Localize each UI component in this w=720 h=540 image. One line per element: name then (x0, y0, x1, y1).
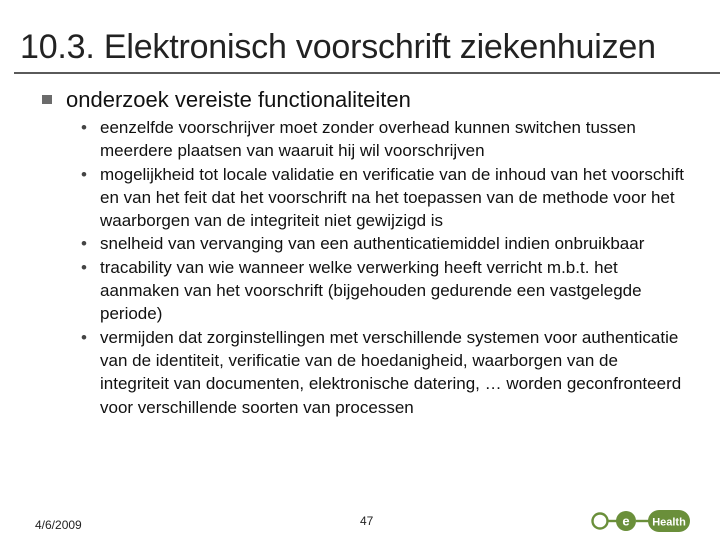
title-divider (14, 72, 720, 74)
bullet-dot-icon: • (81, 118, 87, 137)
level1-text: onderzoek vereiste functionaliteiten (66, 87, 411, 112)
bullet-dot-icon: • (81, 234, 87, 254)
bullet-text: vermijden dat zorginstellingen met verschillende systemen voor authenticatie van de identiteit, verificatie van de hoedanigheid, waarborgen van de integriteit van documenten, elektronische datering, … worden geconfronteerd voor verschillende soorten van processen (100, 327, 682, 417)
bullet-list (81, 116, 685, 419)
bullet-text: snelheid van vervanging van een authenticatiemiddel indien onbruikbaar (100, 234, 645, 254)
slide-title: 10.3. Elektronisch voorschrift ziekenhuizen (20, 28, 656, 66)
ehealth-logo (588, 506, 718, 536)
bullet-text: mogelijkheid tot locale validatie en verificatie van de inhoud van het voorschift en van het feit dat het voorschrift na het toepassen van de methode voor het waarborgen van de integriteit niet gewijzigd is (100, 164, 685, 231)
bullet-text: eenzelfde voorschrijver moet zonder overhead kunnen switchen tussen meerdere plaatsen van waaruit hij wil voorschrijven (100, 118, 636, 161)
bullet-text: tracability van wie wanneer welke verwerking heeft verricht m.b.t. het aanmaken van het voorschrift (bijgehouden gedurende een vastgelegde periode) (100, 257, 642, 324)
page-number: 47 (360, 514, 374, 528)
bullet-dot-icon: • (81, 164, 87, 184)
level1-item (42, 87, 411, 113)
bullet-item (81, 326, 685, 419)
bullet-item (81, 116, 685, 163)
square-bullet-icon (42, 95, 52, 104)
bullet-dot-icon: • (81, 327, 87, 347)
bullet-dot-icon: • (81, 257, 87, 277)
logo-letter: e (622, 513, 630, 529)
bullet-item (81, 256, 685, 326)
bullet-item (81, 232, 685, 255)
bullet-item (81, 163, 685, 233)
footer-date: 4/6/2009 (35, 518, 82, 532)
logo-word: Health (652, 516, 686, 529)
